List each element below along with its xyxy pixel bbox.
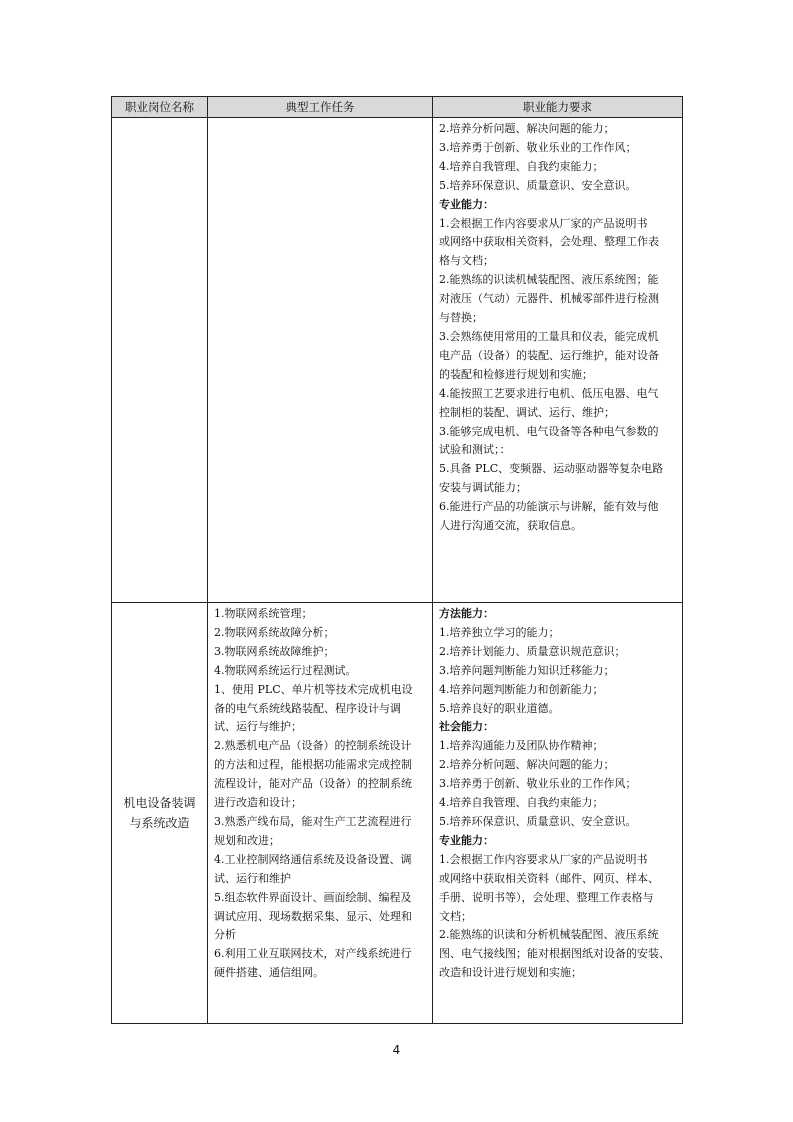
task-line: 的方法和过程，能根据功能需求完成控制 bbox=[214, 758, 412, 772]
ability-line: 5.培养环保意识、质量意识、安全意识。 bbox=[439, 814, 637, 828]
ability-line: 3.能够完成电机、电气设备等各种电气参数的 bbox=[439, 424, 659, 438]
ability-line: 1.培养独立学习的能力； bbox=[439, 625, 560, 639]
task-line: 规划和改进； bbox=[214, 833, 280, 847]
header-position-name: 职业岗位名称 bbox=[112, 97, 208, 118]
ability-line: 1.会根据工作内容要求从厂家的产品说明书 bbox=[439, 216, 648, 230]
ability-section-heading: 专业能力： bbox=[439, 197, 494, 211]
task-line: 1、使用 PLC、单片机等技术完成机电设 bbox=[214, 682, 413, 696]
ability-line: 或网络中获取相关资料（邮件、网页、样本、 bbox=[439, 871, 659, 885]
task-line: 4.物联网系统运行过程测试。 bbox=[214, 663, 357, 677]
ability-line: 安装与调试能力； bbox=[439, 481, 527, 495]
ability-line: 2.培养计划能力、质量意识规范意识； bbox=[439, 644, 626, 658]
ability-line: 对液压（气动）元器件、机械零部件进行检测 bbox=[439, 292, 659, 306]
ability-line: 3.培养勇于创新、敬业乐业的工作作风； bbox=[439, 777, 637, 791]
task-line: 试、运行和维护 bbox=[214, 871, 291, 885]
ability-line: 5.具备 PLC、变频器、运动驱动器等复杂电路 bbox=[439, 462, 664, 476]
ability-line: 4.能按照工艺要求进行电机、低压电器、电气 bbox=[439, 386, 659, 400]
ability-line: 改造和设计进行规划和实施； bbox=[439, 966, 582, 980]
task-line: 2.熟悉机电产品（设备）的控制系统设计 bbox=[214, 739, 412, 753]
table-header-row bbox=[112, 97, 683, 118]
task-line: 分析 bbox=[214, 928, 236, 942]
position-name-line: 机电设备装调 bbox=[123, 796, 196, 810]
ability-line: 文档； bbox=[439, 909, 472, 923]
tasks-cell bbox=[208, 603, 433, 1024]
competency-table bbox=[111, 96, 683, 1024]
ability-line: 人进行沟通交流，获取信息。 bbox=[439, 519, 582, 533]
ability-line: 1.培养沟通能力及团队协作精神； bbox=[439, 739, 604, 753]
page-number: 4 bbox=[392, 1043, 401, 1057]
task-line: 进行改造和设计； bbox=[214, 796, 302, 810]
ability-line: 3.会熟练使用常用的工量具和仪表，能完成机 bbox=[439, 329, 659, 343]
ability-line: 的装配和检修进行规划和实施； bbox=[439, 367, 593, 381]
ability-line: 2.培养分析问题、解决问题的能力； bbox=[439, 122, 615, 135]
ability-line: 3.培养勇于创新、敬业乐业的工作作风； bbox=[439, 140, 637, 154]
header-ability-requirements: 职业能力要求 bbox=[433, 97, 683, 118]
task-line: 备的电气系统线路装配、程序设计与调 bbox=[214, 701, 401, 715]
ability-line: 6.能进行产品的功能演示与讲解，能有效与他 bbox=[439, 500, 659, 514]
ability-line: 4.培养自我管理、自我约束能力； bbox=[439, 796, 604, 810]
task-line: 5.组态软件界面设计、画面绘制、编程及 bbox=[214, 890, 412, 904]
ability-line: 5.培养良好的职业道德。 bbox=[439, 701, 560, 715]
ability-line: 4.培养问题判断能力和创新能力； bbox=[439, 682, 604, 696]
table-row bbox=[112, 118, 683, 603]
task-line: 6.利用工业互联网技术，对产线系统进行 bbox=[214, 947, 412, 961]
task-line: 1.物联网系统管理； bbox=[214, 607, 313, 620]
task-line: 3.物联网系统故障维护； bbox=[214, 644, 335, 658]
position-name-line: 与系统改造 bbox=[129, 816, 190, 830]
ability-section-heading: 社会能力： bbox=[439, 720, 494, 734]
ability-section-heading: 方法能力： bbox=[439, 607, 494, 620]
ability-line: 或网络中获取相关资料，会处理、整理工作表 bbox=[439, 235, 659, 249]
ability-line: 5.培养环保意识、质量意识、安全意识。 bbox=[439, 178, 637, 192]
ability-line: 格与文档； bbox=[439, 254, 494, 268]
ability-line: 2.能熟练的识读和分析机械装配图、液压系统 bbox=[439, 928, 659, 942]
position-cell-continued bbox=[112, 118, 208, 603]
ability-line: 3.培养问题判断能力知识迁移能力； bbox=[439, 663, 615, 677]
ability-line: 4.培养自我管理、自我约束能力； bbox=[439, 159, 604, 173]
task-line: 硬件搭建、通信组网。 bbox=[214, 966, 324, 980]
ability-line: 1.会根据工作内容要求从厂家的产品说明书 bbox=[439, 852, 648, 866]
task-line: 3.熟悉产线布局，能对生产工艺流程进行 bbox=[214, 814, 412, 828]
ability-line: 与替换； bbox=[439, 311, 483, 325]
ability-line: 手册、说明书等），会处理、整理工作表格与 bbox=[439, 890, 654, 904]
task-line: 调试应用、现场数据采集、显示、处理和 bbox=[214, 909, 412, 923]
ability-line: 试验和测试；： bbox=[439, 443, 511, 457]
abilities-cell bbox=[433, 603, 683, 1024]
table-row bbox=[112, 603, 683, 1024]
header-typical-tasks: 典型工作任务 bbox=[208, 97, 433, 118]
ability-line: 2.培养分析问题、解决问题的能力； bbox=[439, 758, 615, 772]
task-line: 4.工业控制网络通信系统及设备设置、调 bbox=[214, 852, 412, 866]
abilities-cell bbox=[433, 118, 683, 603]
ability-line: 控制柜的装配、调试、运行、维护； bbox=[439, 405, 615, 419]
ability-line: 图、电气接线图；能对根据图纸对设备的安装、 bbox=[439, 947, 670, 961]
ability-section-heading: 专业能力： bbox=[439, 833, 494, 847]
ability-line: 2.能熟练的识读机械装配图、液压系统图；能 bbox=[439, 273, 659, 287]
ability-line: 电产品（设备）的装配、运行维护，能对设备 bbox=[439, 348, 659, 362]
position-cell bbox=[112, 603, 208, 1024]
task-line: 试、运行与维护； bbox=[214, 720, 302, 734]
task-line: 2.物联网系统故障分析； bbox=[214, 625, 335, 639]
tasks-cell-continued bbox=[208, 118, 433, 603]
task-line: 流程设计，能对产品（设备）的控制系统 bbox=[214, 777, 412, 791]
